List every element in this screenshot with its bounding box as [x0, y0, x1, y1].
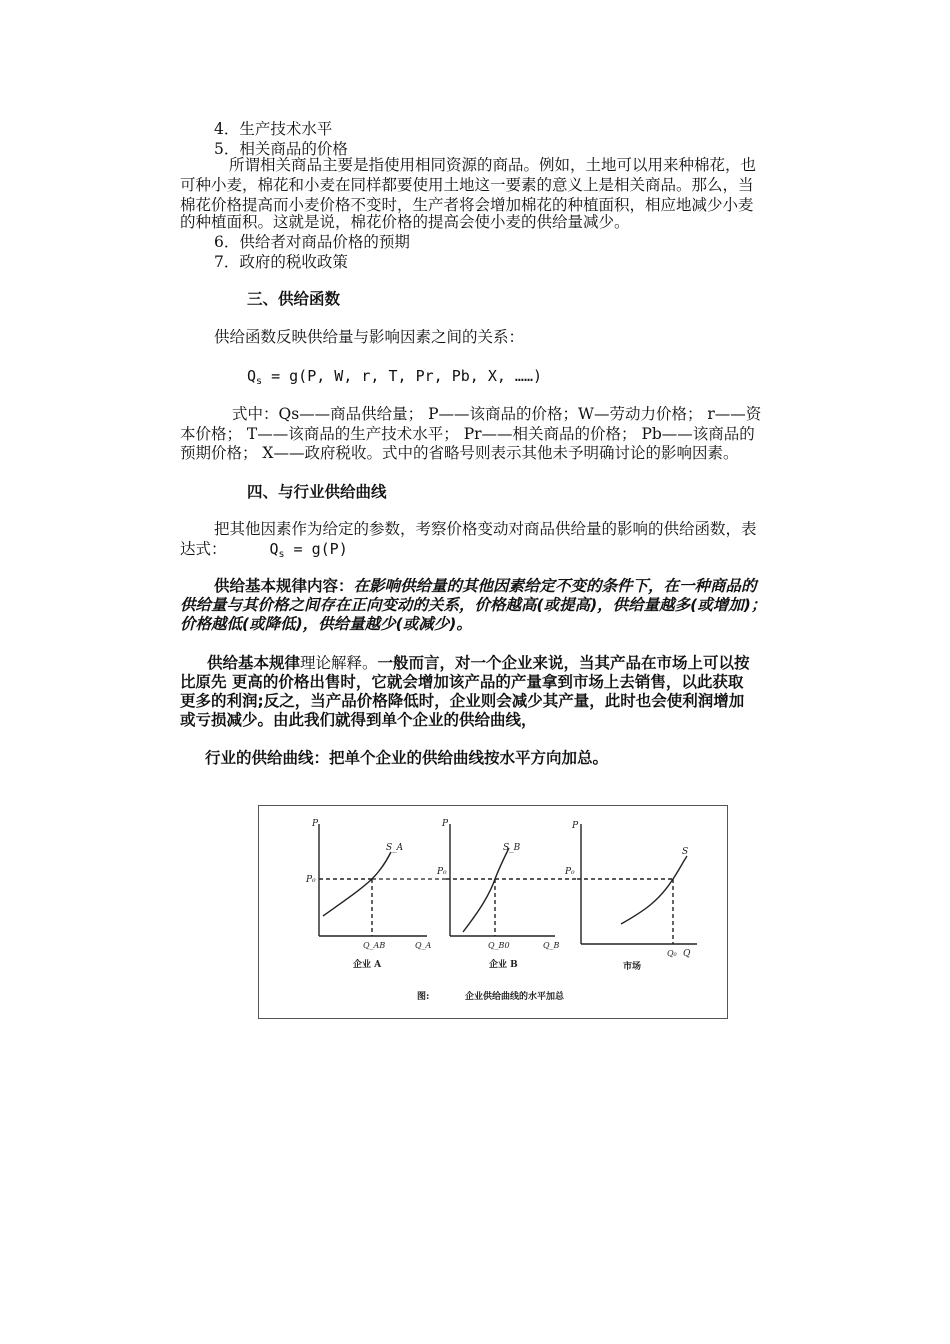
supply-curve-b [463, 848, 509, 932]
paragraph-line: 棉花价格提高而小麦价格不变时，生产者将会增加棉花的种植面积，相应地减少小麦 [180, 196, 754, 214]
panel-b-q-tick: Q_B0 [488, 941, 510, 950]
list-item-5: 5．相关商品的价格 [214, 140, 348, 158]
panel-a-q-tick: Q_AB [363, 941, 386, 950]
supply-law-line2: 供给量与其价格之间存在正向变动的关系，价格越高(或提高)，供给量越多(或增加)； [180, 596, 767, 614]
panel-a-title: 企业 A [353, 960, 382, 970]
panel-firm-a [319, 824, 427, 936]
panel-a-curve-label: S_A [386, 843, 404, 853]
figure-caption: 企业供给曲线的水平加总 [465, 992, 565, 1002]
list-item-7: 7．政府的税收政策 [214, 253, 348, 271]
paragraph-line: 可种小麦，棉花和小麦在同样都要使用土地这一要素的意义上是相关商品。那么，当 [180, 176, 754, 194]
formula-rhs: = g(P, W, r, T, Pr, Pb, X, ……) [271, 367, 543, 385]
panel-firm-b [446, 824, 577, 936]
supply-law-line1 [214, 576, 757, 596]
panel-market-p-label: P [572, 821, 579, 831]
supply-law-label: 供给基本规律内容： [214, 577, 354, 595]
para1-line2 [180, 539, 348, 565]
panel-b-curve-label: S_B [503, 843, 521, 853]
explanation-line: 预期价格； X——政府税收。式中的省略号则表示其他未予明确讨论的影响因素。 [180, 444, 739, 462]
theory-line1 [207, 653, 750, 673]
explanation-line: 本价格； T——该商品的生产技术水平； Pr——相关商品的价格； Pb——该商品的 [180, 425, 755, 443]
panel-b-title: 企业 B [489, 960, 518, 970]
supply-function-intro: 供给函数反映供给量与影响因素之间的关系： [214, 328, 525, 346]
section-heading-3: 三、供给函数 [247, 290, 341, 308]
panel-b-p0-label: P₀ [437, 867, 447, 877]
list-item-4: 4．生产技术水平 [214, 120, 333, 138]
theory-line3: 更多的利润;反之，当产品价格降低时，企业则会减少其产量，此时也会使利润增加 [180, 692, 745, 710]
supply-curve-market [621, 856, 687, 924]
theory-line2: 比原先 更高的价格出售时，它就会增加该产品的产量拿到市场上去销售，以此获取 [180, 673, 744, 691]
formula-sub: s [256, 376, 263, 387]
panel-market-p0-label: P₀ [565, 867, 575, 877]
para1-prefix: 达式： [180, 540, 227, 558]
theory-line1-rest: 一般而言，对一个企业来说，当其产品在市场上可以按 [377, 654, 750, 672]
list-item-6: 6．供给者对商品价格的预期 [214, 233, 410, 251]
panel-a-q-axis-label: Q_A [415, 941, 432, 950]
panel-b-q-axis-label: Q_B [543, 941, 560, 950]
formula2-q: Q [269, 540, 279, 558]
simple-supply-formula [269, 540, 347, 558]
figure-svg [259, 806, 727, 1018]
supply-curve-a [323, 852, 391, 916]
theory-label-rest: 理论解释。 [300, 654, 378, 672]
panel-market-curve-label: S [682, 847, 689, 857]
panel-a-p-label: P [312, 819, 319, 829]
formula2-sub: s [278, 549, 285, 560]
panel-market-q-axis-label: Q [683, 949, 691, 959]
paragraph-line: 的种植面积。这就是说，棉花价格的提高会使小麦的供给量减少。 [180, 213, 630, 231]
supply-function-formula [247, 366, 542, 392]
section-heading-4: 四、与行业供给曲线 [247, 483, 387, 501]
panel-a-p0-label: P₀ [306, 875, 316, 885]
theory-line4: 或亏损减少。由此我们就得到单个企业的供给曲线， [180, 711, 537, 729]
figure-caption-prefix: 图: [417, 992, 430, 1002]
paragraph-line: 所谓相关商品主要是指使用相同资源的商品。例如，土地可以用来种棉花，也 [229, 156, 757, 174]
industry-supply-curve-text: 行业的供给曲线：把单个企业的供给曲线按水平方向加总。 [205, 749, 609, 767]
supply-law-text: 在影响供给量的其他因素给定不变的条件下，在一种商品的 [353, 577, 757, 595]
para1-line1: 把其他因素作为给定的参数，考察价格变动对商品供给量的影响的供给函数，表 [214, 520, 757, 538]
explanation-line: 式中：Qs——商品供给量； P——该商品的价格；W—劳动力价格； r——资 [232, 405, 762, 423]
panel-market [577, 824, 697, 944]
formula-q: Q [247, 367, 257, 385]
supply-curve-figure [258, 805, 728, 1019]
formula2-rhs: = g(P) [293, 540, 348, 558]
panel-market-q-tick: Q₀ [667, 949, 677, 958]
supply-law-line3: 价格越低(或降低)，供给量越少(或减少)。 [180, 615, 472, 633]
panel-market-title: 市场 [623, 962, 642, 972]
panel-b-p-label: P [442, 819, 449, 829]
theory-label: 供给基本规律 [207, 654, 301, 672]
